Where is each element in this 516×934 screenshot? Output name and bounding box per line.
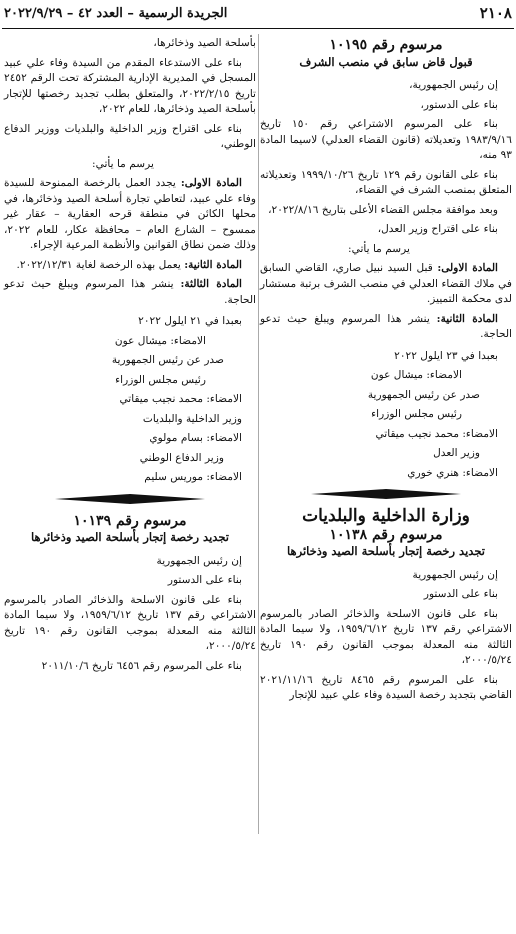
signatory-title: رئيس مجلس الوزراء bbox=[115, 373, 206, 386]
continued-text: بأسلحة الصيد وذخائرها، bbox=[153, 37, 256, 49]
left-column bbox=[4, 36, 256, 678]
issued-by: صدر عن رئيس الجمهورية bbox=[367, 388, 480, 401]
article-label: المادة الثانية: bbox=[436, 312, 498, 325]
decree-subtitle: تجديد رخصة إتجار بأسلحة الصيد وذخائرها bbox=[31, 530, 229, 544]
decree-subtitle: قبول قاض سابق في منصب الشرف bbox=[299, 54, 473, 69]
decree-paragraph: بناء على قانون الاسلحة والذخائر الصادر بالمرسوم الاشتراعي رقم ١٣٧ تاريخ ١٩٥٩/٦/١٢، ولا سيما المادة الثالثة منه المعدلة بموجب القانون رقم ١٩٠ تاريخ ٢٠٠٠/٥/٢٤، bbox=[260, 607, 513, 666]
article-text: قبل السيد نبيل صاري، القاضي السابق في ملاك القضاء العدلي في منصب الشرف برتبة مستشار لدى محكمة التمييز. bbox=[260, 262, 512, 305]
ornament-divider bbox=[260, 487, 512, 501]
decree-subtitle: تجديد رخصة إتجار بأسلحة الصيد وذخائرها bbox=[287, 544, 485, 558]
decree-paragraph: بناء على الدستور bbox=[167, 574, 242, 586]
article-2 bbox=[4, 258, 256, 274]
ornament-divider bbox=[4, 492, 256, 506]
page-number: ٢١٠٨ bbox=[479, 4, 512, 22]
signature: الامضاء: ميشال عون bbox=[114, 334, 206, 347]
decree-title: مرسوم رقم ١٠١٩٥ bbox=[329, 37, 443, 53]
signature: الامضاء: هنري خوري bbox=[407, 466, 498, 479]
issued-by: صدر عن رئيس الجمهورية bbox=[111, 354, 224, 366]
article-1 bbox=[4, 176, 256, 254]
decree-paragraph: بناء على المرسوم رقم ٨٤٦٥ تاريخ ٢٠٢١/١١/١٦ القاضي بتجديد رخصة السيدة وفاء علي عبيد للإتجار bbox=[260, 673, 512, 701]
decree-paragraph: بناء على قانون الاسلحة والذخائر الصادر بالمرسوم الاشتراعي رقم ١٣٧ تاريخ ١٩٥٩/٦/١٢، ولا سيما المادة الثالثة منه المعدلة بموجب القانون رقم ١٩٠ تاريخ ٢٠٠٠/٥/٢٤، bbox=[4, 593, 257, 652]
ministry-title: وزارة الداخلية والبلديات bbox=[302, 506, 470, 526]
signature: الامضاء: محمد نجيب ميقاتي bbox=[375, 427, 498, 440]
decree-paragraph: وبعد موافقة مجلس القضاء الأعلى بتاريخ ٢٠٢٢/٨/١٦، bbox=[268, 203, 498, 216]
article-label: المادة الاولى: bbox=[180, 177, 242, 189]
decree-paragraph: بناء على المرسوم الاشتراعي رقم ١٥٠ تاريخ ١٩٨٣/٩/١٦ وتعديلاته (قانون القضاء العدلي) لاسيما المادة ٩٣ منه، bbox=[260, 118, 512, 161]
decree-enactment: يرسم ما يأتي: bbox=[92, 157, 154, 170]
signatory-title: وزير الدفاع الوطني bbox=[139, 451, 224, 464]
signature: الامضاء: ميشال عون bbox=[370, 369, 462, 381]
header-rule bbox=[2, 28, 514, 29]
signatory-title: رئيس مجلس الوزراء bbox=[371, 408, 462, 420]
decree-paragraph: إن رئيس الجمهورية bbox=[156, 554, 242, 567]
article-2 bbox=[260, 312, 512, 343]
article-3 bbox=[4, 277, 256, 308]
right-column bbox=[260, 36, 512, 708]
decree-paragraph: بناء على اقتراح وزير العدل، bbox=[377, 223, 498, 235]
signature: الامضاء: بسام مولوي bbox=[149, 432, 242, 444]
decree-title: مرسوم رقم ١٠١٣٨ bbox=[329, 526, 443, 543]
publication-info: الجريدة الرسمية – العدد ٤٢ – ٢٠٢٢/٩/٢٩ bbox=[4, 6, 228, 21]
article-text: ينشر هذا المرسوم ويبلغ حيث تدعو الحاجة. bbox=[260, 312, 512, 340]
decree-paragraph: بناء على الاستدعاء المقدم من السيدة وفاء علي عبيد المسجل في المديرية الإدارية المشتركة تحت الرقم ٢٤٥٢ تاريخ ٢٠٢٢/٢/١٥، والمتعلق بطلب تجديد رخصتها للإتجار بأسلحة الصيد وذخائرها، للعام ٢٠٢٢، bbox=[4, 56, 257, 115]
decree-date: بعبدا في ٢١ ايلول ٢٠٢٢ bbox=[138, 315, 242, 327]
decree-paragraph: بناء على اقتراح وزير الداخلية والبلديات ووزير الدفاع الوطني، bbox=[4, 122, 256, 150]
article-text: يعمل بهذه الرخصة لغاية ٢٠٢٢/١٢/٣١. bbox=[16, 258, 185, 271]
decree-paragraph: بناء على القانون رقم ١٢٩ تاريخ ١٩٩٩/١٠/٢٦ وتعديلاته المتعلق بمنصب الشرف في القضاء، bbox=[260, 168, 512, 196]
decree-title: مرسوم رقم ١٠١٣٩ bbox=[73, 512, 187, 529]
decree-paragraph: بناء على الدستور bbox=[423, 588, 498, 600]
article-text: يجدد العمل بالرخصة الممنوحة للسيدة وفاء علي عبيد، لتعاطي تجارة أسلحة الصيد وذخائرها، في محلها الكائن في منطقة قرحه العقارية – عقار غير ممسوح – الشارع العام – محافظة عكار، للعام ٢٠٢٢، وذلك ضمن نطاق القوانين والأنظمة المرعية الإجراء. bbox=[4, 177, 256, 251]
decree-paragraph: إن رئيس الجمهورية bbox=[412, 568, 498, 581]
decree-enactment: يرسم ما يأتي: bbox=[348, 242, 410, 255]
page-header bbox=[0, 0, 516, 32]
article-label: المادة الثانية: bbox=[184, 258, 242, 271]
signature: الامضاء: محمد نجيب ميقاتي bbox=[119, 393, 242, 405]
article-label: المادة الثالثة: bbox=[180, 278, 242, 290]
decree-paragraph: بناء على المرسوم رقم ٦٤٥٦ تاريخ ٢٠١١/١٠/٦ bbox=[41, 659, 242, 672]
article-text: ينشر هذا المرسوم ويبلغ حيث تدعو الحاجة. bbox=[4, 278, 256, 306]
article-1 bbox=[260, 261, 512, 308]
decree-date: بعبدا في ٢٣ ايلول ٢٠٢٢ bbox=[394, 349, 498, 362]
signature: الامضاء: موريس سليم bbox=[144, 471, 242, 483]
article-label: المادة الاولى: bbox=[437, 262, 498, 274]
decree-paragraph: بناء على الدستور، bbox=[420, 98, 498, 111]
signatory-title: وزير العدل bbox=[433, 447, 480, 459]
column-divider bbox=[258, 34, 259, 834]
decree-paragraph: إن رئيس الجمهورية، bbox=[409, 79, 498, 91]
signatory-title: وزير الداخلية والبلديات bbox=[142, 412, 242, 425]
